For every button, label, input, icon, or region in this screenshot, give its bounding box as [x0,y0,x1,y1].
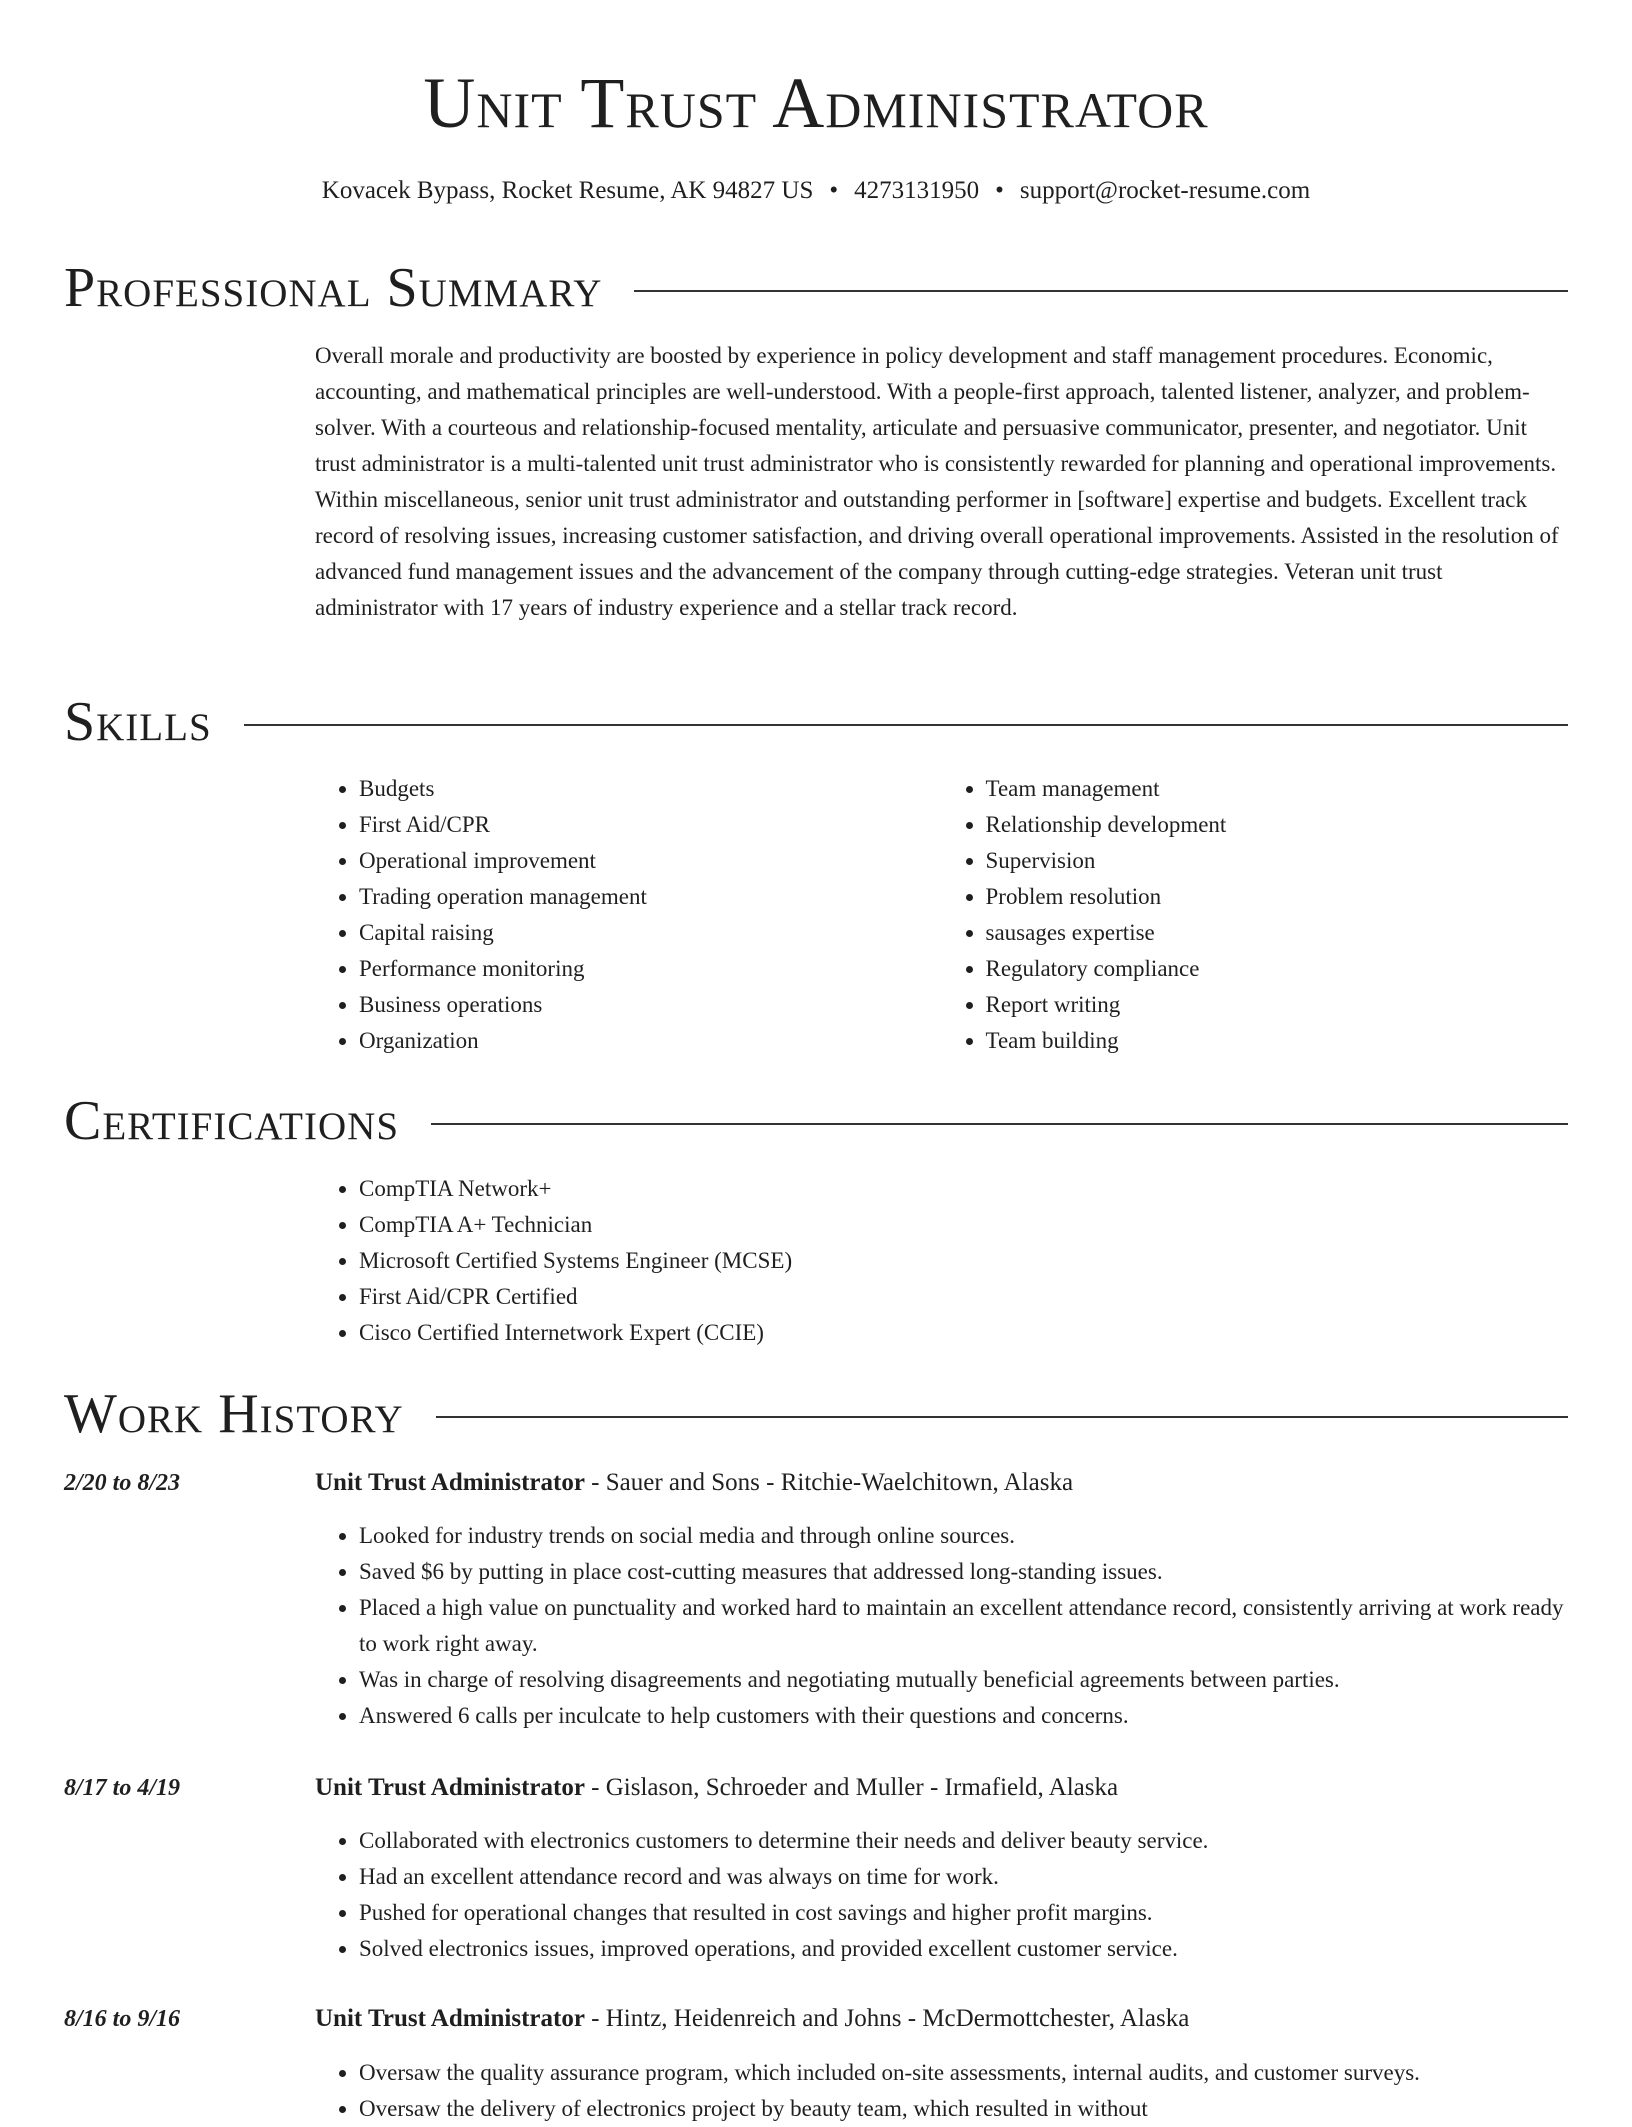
section-divider [634,290,1568,292]
skills-list-left [315,771,942,1059]
certification-item: • Microsoft Certified Systems Engineer (MCSE) [359,1243,1568,1279]
job-duty-item: • Collaborated with electronics customers to determine their needs and deliver beauty service. [359,1823,1568,1859]
job-dates: 8/17 to 4/19 [64,1775,181,1801]
certifications-list [315,1171,1568,1351]
resume-name: Unit Trust Administrator [423,63,1209,143]
skill-item: • Team building [986,1023,1569,1059]
skill-item: • Performance monitoring [359,951,942,987]
contact-separator: • [829,177,839,204]
skills-heading: Skills [64,691,212,753]
job-duty-item: • Oversaw the quality assurance program, which included on-site assessments, internal audits, and customer surveys. [359,2055,1568,2091]
certifications-body [315,1171,1568,1351]
contact-separator: • [995,177,1004,204]
contact-phone: 4273131950 [854,177,980,204]
job-duties [315,1823,1568,1967]
section-divider [244,724,1568,726]
skill-item: • Operational improvement [359,843,942,879]
job-title: Unit Trust Administrator [315,1774,585,1801]
certification-item: • CompTIA Network+ [359,1171,1568,1207]
job-dates: 2/20 to 8/23 [64,1470,181,1496]
certifications-heading: Certifications [64,1090,400,1152]
skill-item: • Report writing [986,987,1569,1023]
section-divider [436,1416,1568,1418]
job-employer-location: - Sauer and Sons - Ritchie-Waelchitown, Alaska [584,1469,1074,1496]
summary-text: Overall morale and productivity are boosted by experience in policy development and staff management procedures. Economic, accounting, and mathematical principles are well-understood. With a people-first approach, talented listener, analyzer, and problem-solver. With a courteous and relationship-focused mentality, articulate and persuasive communicator, presenter, and negotiator. Unit trust administrator is a multi-talented unit trust administrator who is consistently rewarded for planning and operational improvements. Within miscellaneous, senior unit trust administrator and outstanding performer in [software] expertise and budgets. Excellent track record of resolving issues, increasing customer satisfaction, and driving overall operational improvements. Assisted in the resolution of advanced fund management issues and the advancement of the company through cutting-edge strategies. Veteran unit trust administrator with 17 years of industry experience and a stellar track record. [315,343,1559,620]
certifications-section-header [64,1091,1568,1151]
section-divider [431,1123,1568,1125]
job-duty-item: • Had an excellent attendance record and was always on time for work. [359,1859,1568,1895]
job-title-line [315,2001,1568,2037]
skill-item: • Supervision [986,843,1569,879]
job-title-line [315,1465,1568,1501]
job-duty-item: • Was in charge of resolving disagreements and negotiating mutually beneficial agreements between parties. [359,1662,1568,1698]
job-duty-item: • Saved $6 by putting in place cost-cutting measures that addressed long-standing issues. [359,1554,1568,1590]
contact-line [0,174,1632,208]
contact-address: Kovacek Bypass, Rocket Resume, AK 94827 US [321,177,814,204]
job-duties [315,2055,1568,2127]
skill-item: • Problem resolution [986,879,1569,915]
job-title-line [315,1770,1568,1806]
skill-item: • Organization [359,1023,942,1059]
job-duty-item: • Answered 6 calls per inculcate to help customers with their questions and concerns. [359,1698,1568,1734]
skill-item: • sausages expertise [986,915,1569,951]
job-dates: 8/16 to 9/16 [64,2006,181,2032]
job-title: Unit Trust Administrator [315,1469,585,1496]
skill-item: • Budgets [359,771,942,807]
job-duty-item: • Oversaw the delivery of electronics project by beauty team, which resulted in without [359,2091,1568,2127]
certification-item: • Cisco Certified Internetwork Expert (CCIE) [359,1315,1568,1351]
job-employer-location: - Gislason, Schroeder and Muller - Irmafield, Alaska [584,1774,1119,1801]
job-duty-item: • Placed a high value on punctuality and worked hard to maintain an excellent attendance record, consistently arriving at work ready to work right away. [359,1590,1568,1662]
job-title: Unit Trust Administrator [315,2005,585,2032]
skill-item: • Relationship development [986,807,1569,843]
skills-section-header [64,692,1568,752]
skills-list-right [942,771,1569,1059]
skill-item: • First Aid/CPR [359,807,942,843]
work-heading: Work History [64,1383,404,1445]
summary-heading: Professional Summary [64,257,603,319]
job-duty-item: • Solved electronics issues, improved operations, and provided excellent customer service. [359,1931,1568,1967]
certification-item: • CompTIA A+ Technician [359,1207,1568,1243]
summary-section-header [64,258,1568,318]
skill-item: • Team management [986,771,1569,807]
skill-item: • Trading operation management [359,879,942,915]
job-duties [315,1518,1568,1734]
summary-body [315,338,1568,626]
skill-item: • Regulatory compliance [986,951,1569,987]
job-employer-location: - Hintz, Heidenreich and Johns - McDermottchester, Alaska [584,2005,1190,2032]
skill-item: • Business operations [359,987,942,1023]
skill-item: • Capital raising [359,915,942,951]
certification-item: • First Aid/CPR Certified [359,1279,1568,1315]
job-duty-item: • Looked for industry trends on social media and through online sources. [359,1518,1568,1554]
job-duty-item: • Pushed for operational changes that resulted in cost savings and higher profit margins. [359,1895,1568,1931]
contact-email: support@rocket-resume.com [1019,177,1311,204]
work-section-header [64,1384,1568,1444]
skills-body [315,771,1568,1059]
